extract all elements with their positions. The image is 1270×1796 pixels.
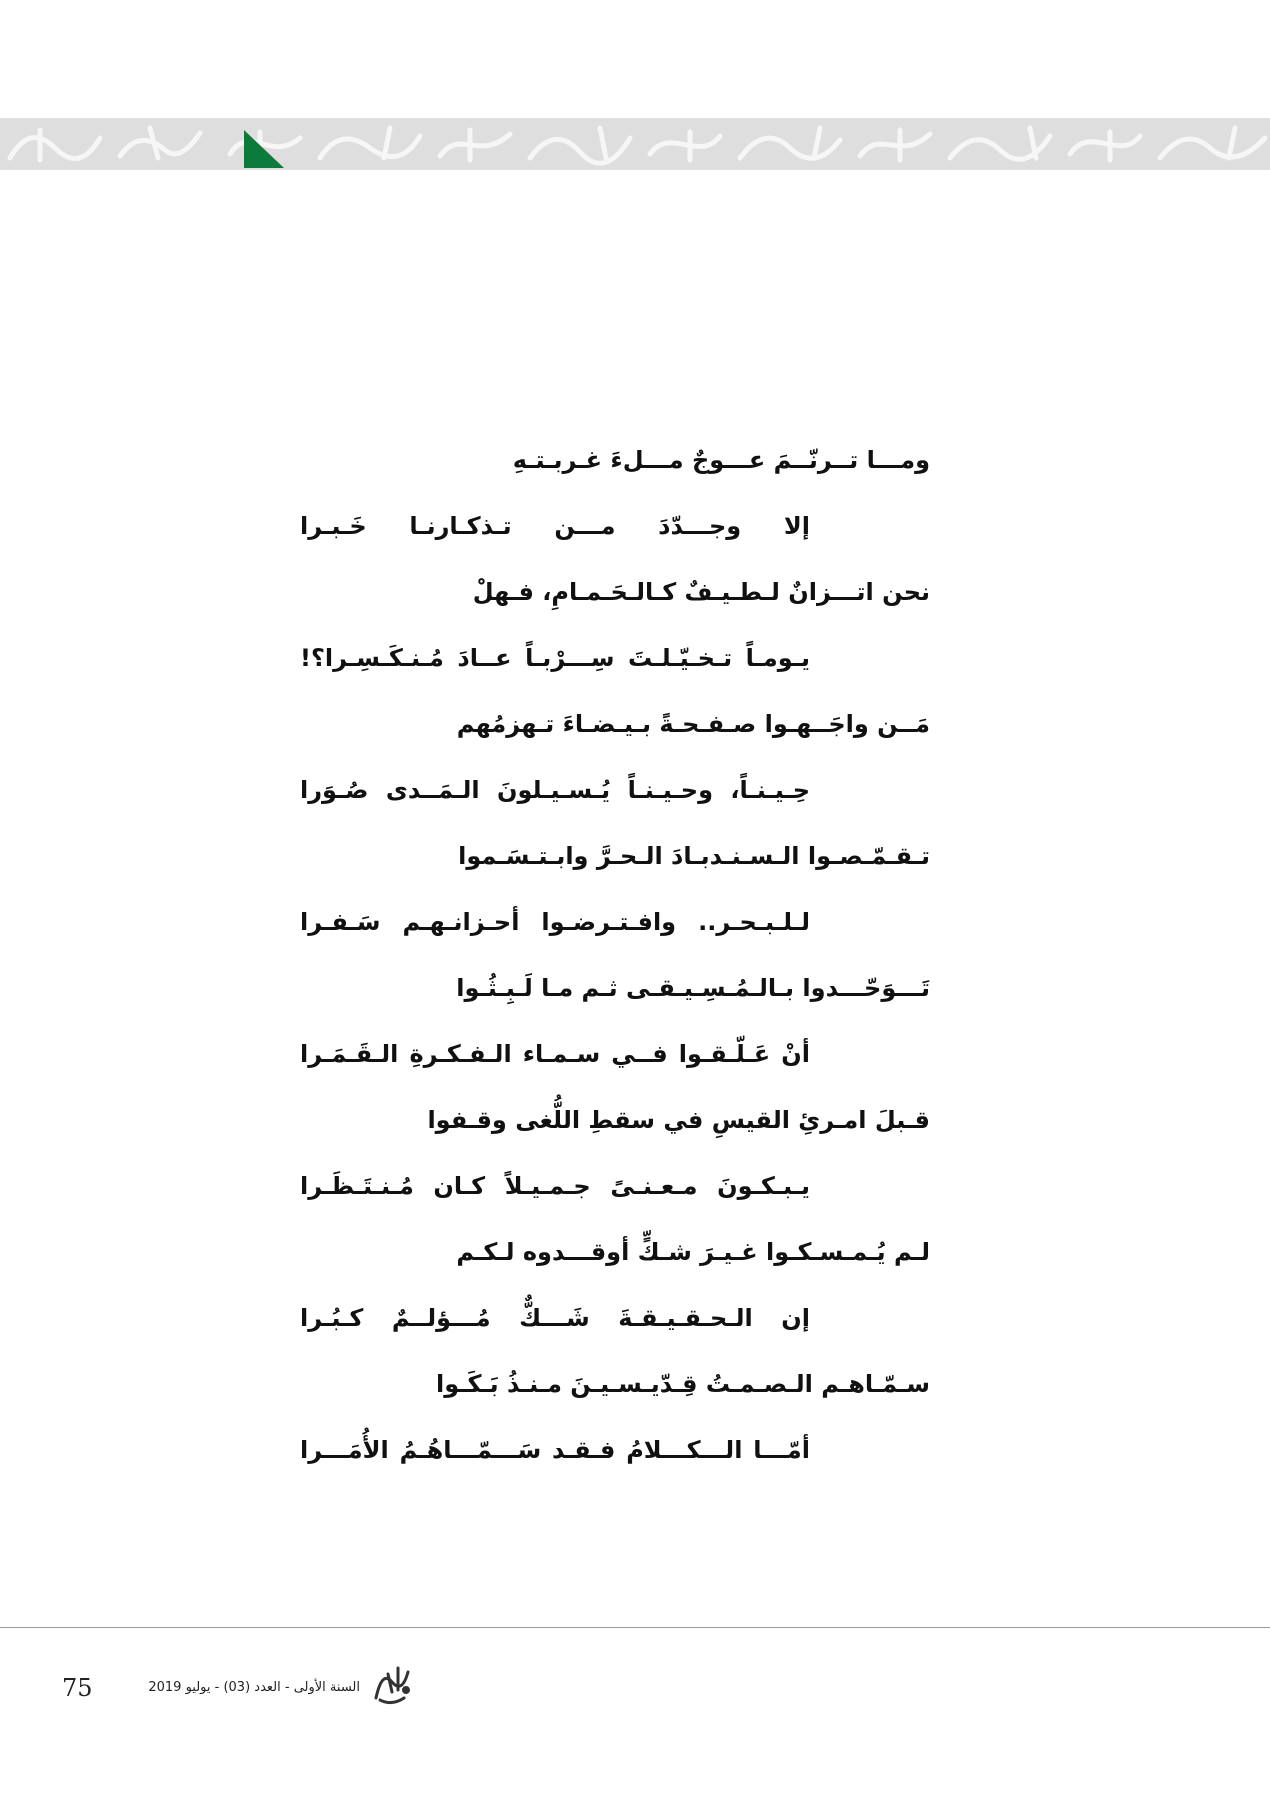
poem-line-14: إن الـحـقـيـقـةَ شَـــكٌّ مُـــؤلــمٌ كـبُـرا [300, 1304, 810, 1332]
poem-line-1: ومـــا تــرنّــمَ عـــوجٌ مـــلءَ غـربـتـهِ [512, 446, 930, 474]
poem-line-9: تَـــوَحّـــدوا بـالـمُـسِـيـقـى ثـم مـا لَـبِـثُـوا [456, 974, 930, 1002]
poem-line-2: إلا وجـــدّدَ مـــن تـذكـارنـا خَـبـرا [300, 512, 810, 540]
corner-accent-triangle [244, 130, 284, 168]
poem-line-8: لـلـبـحـر.. وافـتـرضـوا أحـزانـهـم سَـفـرا [300, 908, 810, 936]
calligraphy-pattern [0, 118, 1270, 170]
poem-line-3: نحن اتـــزانٌ لـطـيـفٌ كـالـحَـمـامِ، فـهلْ [472, 578, 930, 606]
issue-info: السنة الأولى - العدد (03) - يوليو 2019 [148, 1680, 360, 1695]
poem-line-6: حِـيـنـاً، وحـيـنـاً يُـسـيـلونَ الـمَــدى صُـوَرا [300, 776, 810, 804]
poem-line-4: يـومـاً تـخـيّـلـتَ سِـــرْبـاً عــادَ مُـنـكَـسِـرا؟! [300, 644, 810, 672]
poem-line-15: سـمّـاهـم الـصـمـتُ قِـدّيـسـيـنَ مـنـذُ بَـكَـوا [436, 1370, 930, 1398]
poem-line-12: يـبـكـونَ مـعـنـىً جـمـيـلاً كـان مُـنـتَـظَـرا [300, 1172, 810, 1200]
poem-line-10: أنْ عَـلّـقـوا فــي سـمـاء الـفـكـرةِ الـقَـمَـرا [300, 1040, 810, 1068]
poem-line-13: لـم يُـمـسـكـوا غـيـرَ شـكٍّ أوقـــدوه لـكـم [456, 1238, 930, 1266]
page-number: 75 [62, 1674, 93, 1702]
poem-line-16: أمّـــا الـــكـــلامُ فـقـد سَـــمّـــاهُـمُ الأُمَـــرا [300, 1436, 810, 1464]
poem-line-5: مَــن واجَــهـوا صـفـحـةً بـيـضـاءَ تـهزمُهم [456, 710, 930, 738]
footer-divider [0, 1627, 1270, 1628]
poem-line-7: تـقـمّـصـوا الـسـنـدبـادَ الـحـرَّ وابـتـسَـموا [458, 842, 930, 870]
poem-line-11: قـبلَ امـرئِ القيسِ في سقطِ اللُّغى وقـفوا [427, 1106, 930, 1134]
magazine-logo-icon [368, 1660, 416, 1708]
header-ornament-banner [0, 118, 1270, 170]
